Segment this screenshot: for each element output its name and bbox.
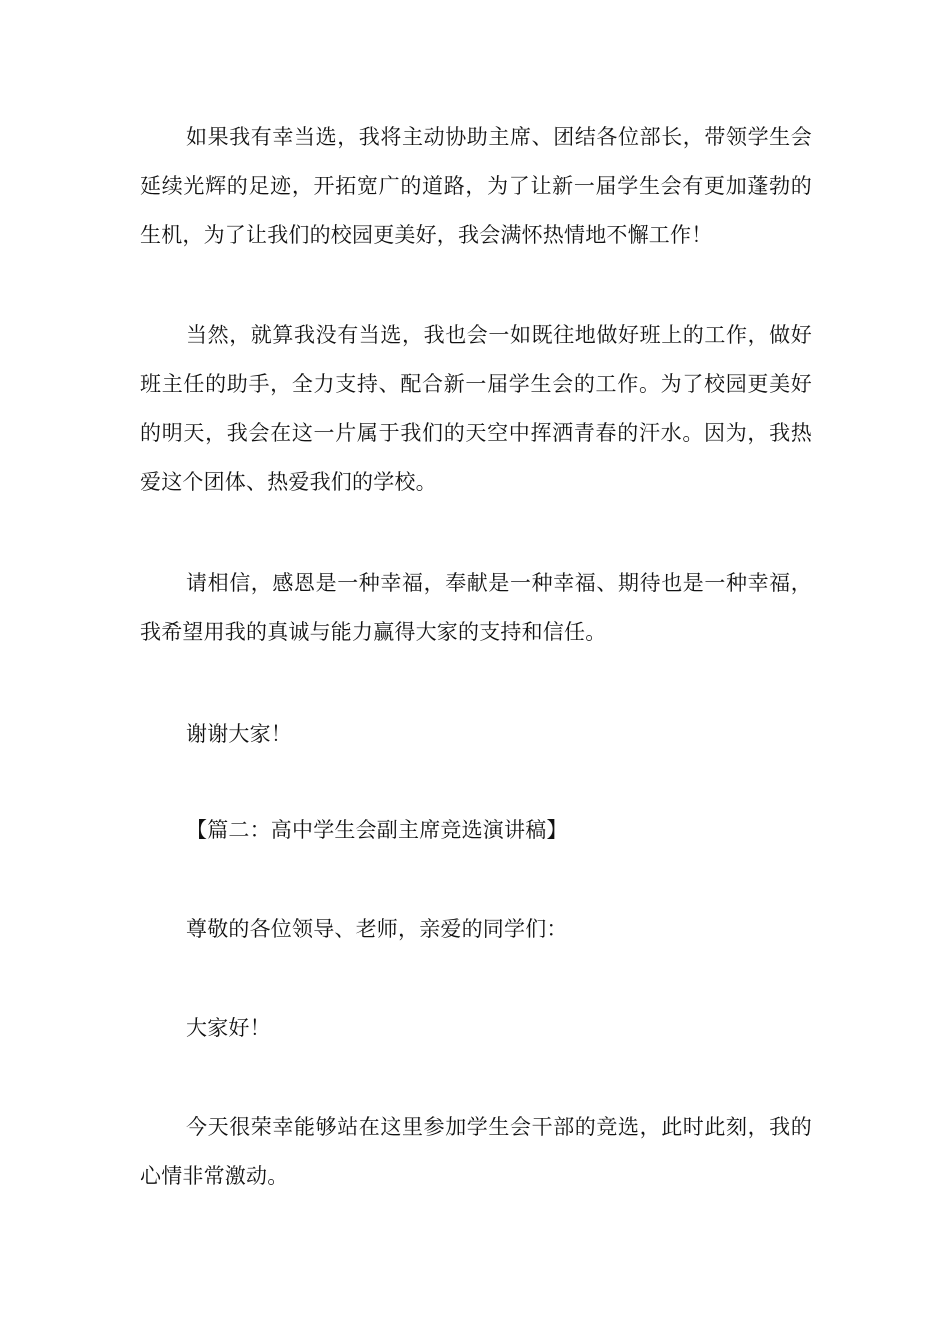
section-heading: 【篇二：高中学生会副主席竞选演讲稿】: [186, 818, 568, 842]
paragraph-salutation: 尊敬的各位领导、老师，亲爱的同学们：: [186, 917, 568, 941]
paragraph-opening: 今天很荣幸能够站在这里参加学生会干部的竞选，此时此刻，我的心情非常激动。: [140, 1115, 812, 1188]
paragraph-greeting: 大家好！: [186, 1016, 271, 1040]
paragraph-if-not-elected: 当然，就算我没有当选，我也会一如既往地做好班上的工作，做好班主任的助手，全力支持、配合新一届学生会的工作。为了校园更美好的明天，我会在这一片属于我们的天空中挥洒青春的汗水。因为，我热爱这个团体、热爱我们的学校。: [140, 323, 812, 494]
paragraph-thanks: 谢谢大家！: [186, 722, 292, 746]
paragraph-election-promise: 如果我有幸当选，我将主动协助主席、团结各位部长，带领学生会延续光辉的足迹，开拓宽广的道路，为了让新一届学生会有更加蓬勃的生机，为了让我们的校园更美好，我会满怀热情地不懈工作！: [140, 125, 812, 247]
paragraph-gratitude: 请相信，感恩是一种幸福，奉献是一种幸福、期待也是一种幸福，我希望用我的真诚与能力赢得大家的支持和信任。: [140, 571, 812, 644]
